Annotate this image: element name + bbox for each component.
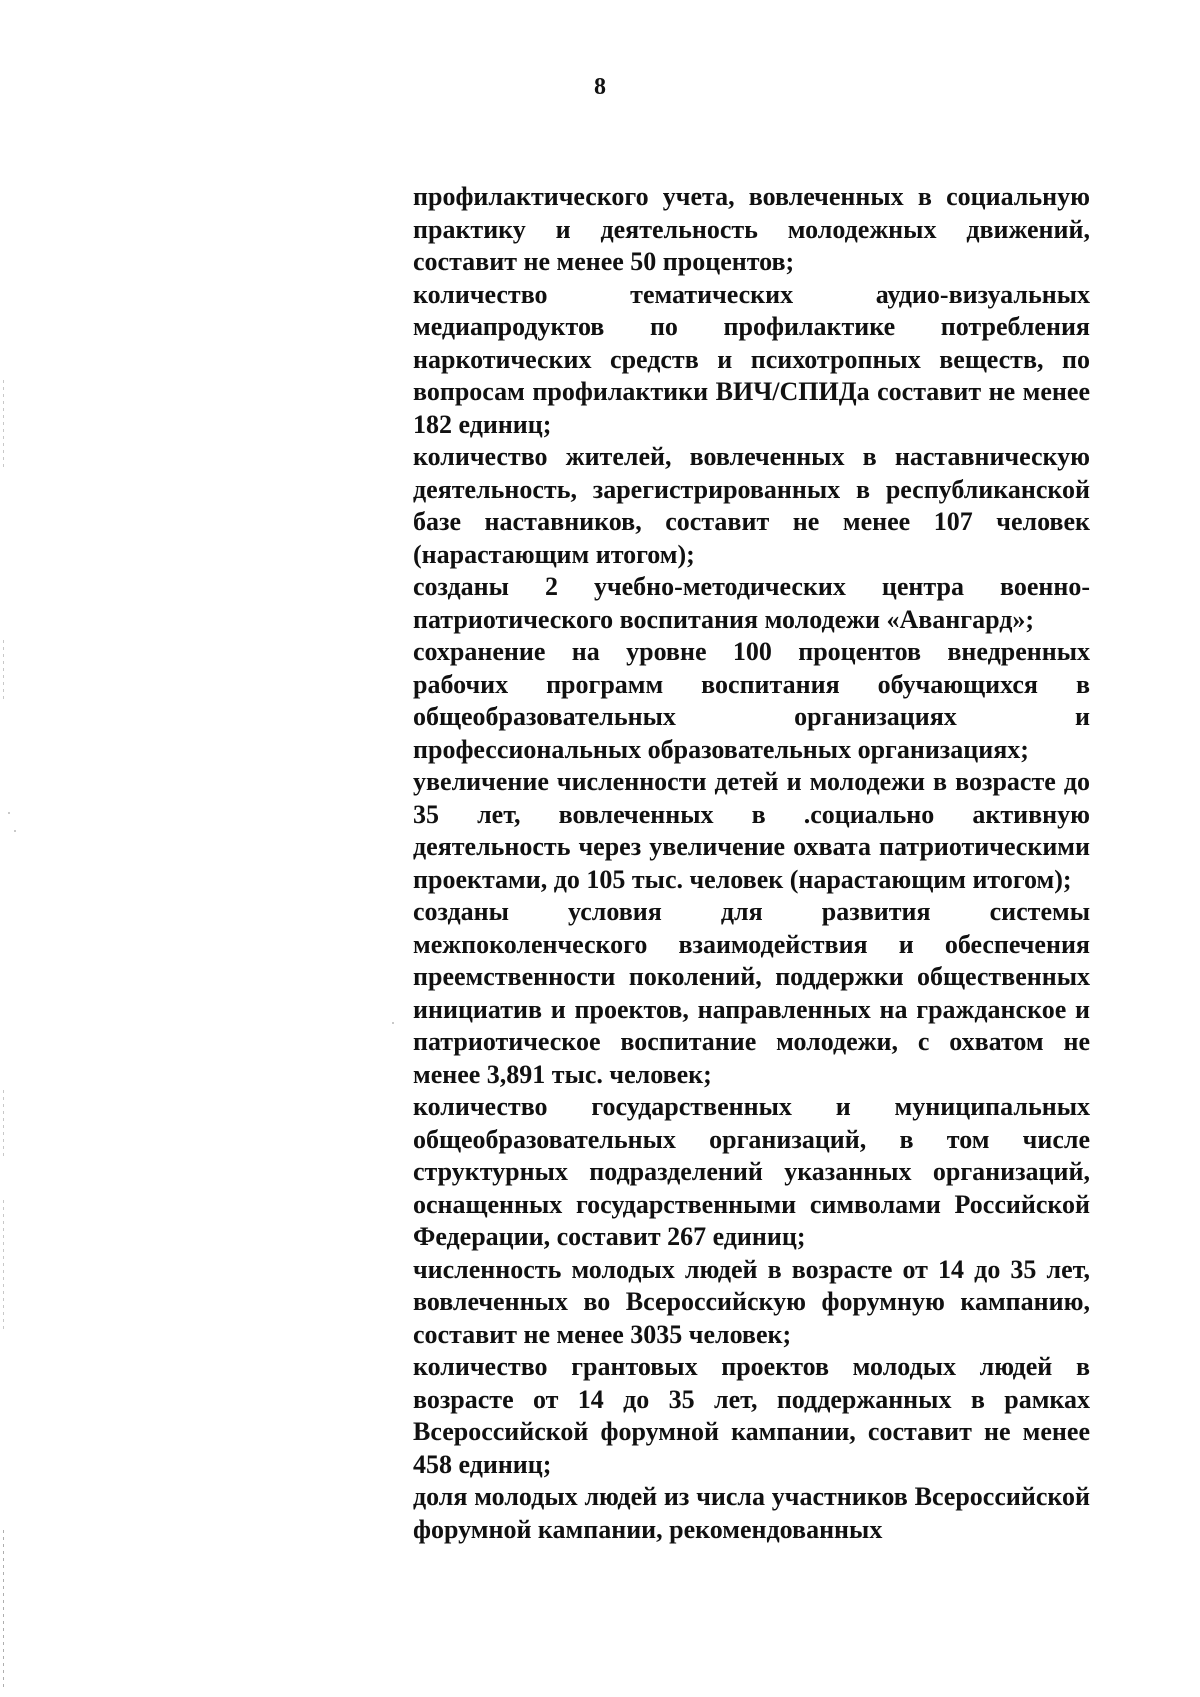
scan-edge-artifact: [3, 1090, 4, 1160]
scan-dust: [14, 830, 16, 832]
scan-edge-artifact: [3, 380, 4, 470]
paragraph-forum-participants: доля молодых людей из числа участников Всероссийской форумной кампании, рекомендованных: [413, 1482, 1090, 1544]
paragraph-education-programs: сохранение на уровне 100 процентов внедренных рабочих программ воспитания обучающихся в общеобразовательных организациях и профессиональных образовательных организациях;: [413, 637, 1090, 764]
paragraph-intergenerational: созданы условия для развития системы межпоколенческого взаимодействия и обеспечения преемственности поколений, поддержки общественных инициатив и проектов, направленных на гражданское и патриотическое воспитание молодежи, с охватом не менее 3,891 тыс. человек;: [413, 897, 1090, 1089]
paragraph-youth-activity: увеличение численности детей и молодежи в возрасте до 35 лет, вовлеченных в .социально активную деятельность через увеличение охвата патриотическими проектами, до 105 тыс. человек (нарастающим итогом);: [413, 767, 1090, 894]
body-text: [413, 181, 1090, 1546]
paragraph-state-symbols: количество государственных и муниципальных общеобразовательных организаций, в том числе структурных подразделений указанных организаций, оснащенных государственными символами Российской Федерации, составит 267 единиц;: [413, 1092, 1090, 1251]
scan-edge-artifact: [3, 1200, 4, 1330]
paragraph-avangard-centers: созданы 2 учебно-методических центра военно-патриотического воспитания молодежи «Авангард»;: [413, 572, 1090, 634]
scan-edge-artifact: [3, 1530, 4, 1690]
paragraph-media-products: количество тематических аудио-визуальных медиапродуктов по профилактике потребления наркотических средств и психотропных веществ, по вопросам профилактики ВИЧ/СПИДа составит не менее 182 единиц;: [413, 279, 1090, 439]
paragraph-prevention-involvement: профилактического учета, вовлеченных в социальную практику и деятельность молодежных движений, составит не менее 50 процентов;: [413, 182, 1090, 276]
paragraph-forum-campaign: численность молодых людей в возрасте от 14 до 35 лет, вовлеченных во Всероссийскую форумную кампанию, составит не менее 3035 человек;: [413, 1254, 1090, 1349]
scan-dust: [392, 1022, 394, 1024]
paragraph-grant-projects: количество грантовых проектов молодых людей в возрасте от 14 до 35 лет, поддержанных в рамках Всероссийской форумной кампании, составит не менее 458 единиц;: [413, 1352, 1090, 1479]
scan-dust: [8, 812, 10, 814]
page-number: 8: [594, 74, 606, 100]
paragraph-mentors: количество жителей, вовлеченных в наставническую деятельность, зарегистрированных в республиканской базе наставников, составит не менее 107 человек (нарастающим итогом);: [413, 442, 1090, 569]
scan-edge-artifact: [3, 640, 4, 700]
